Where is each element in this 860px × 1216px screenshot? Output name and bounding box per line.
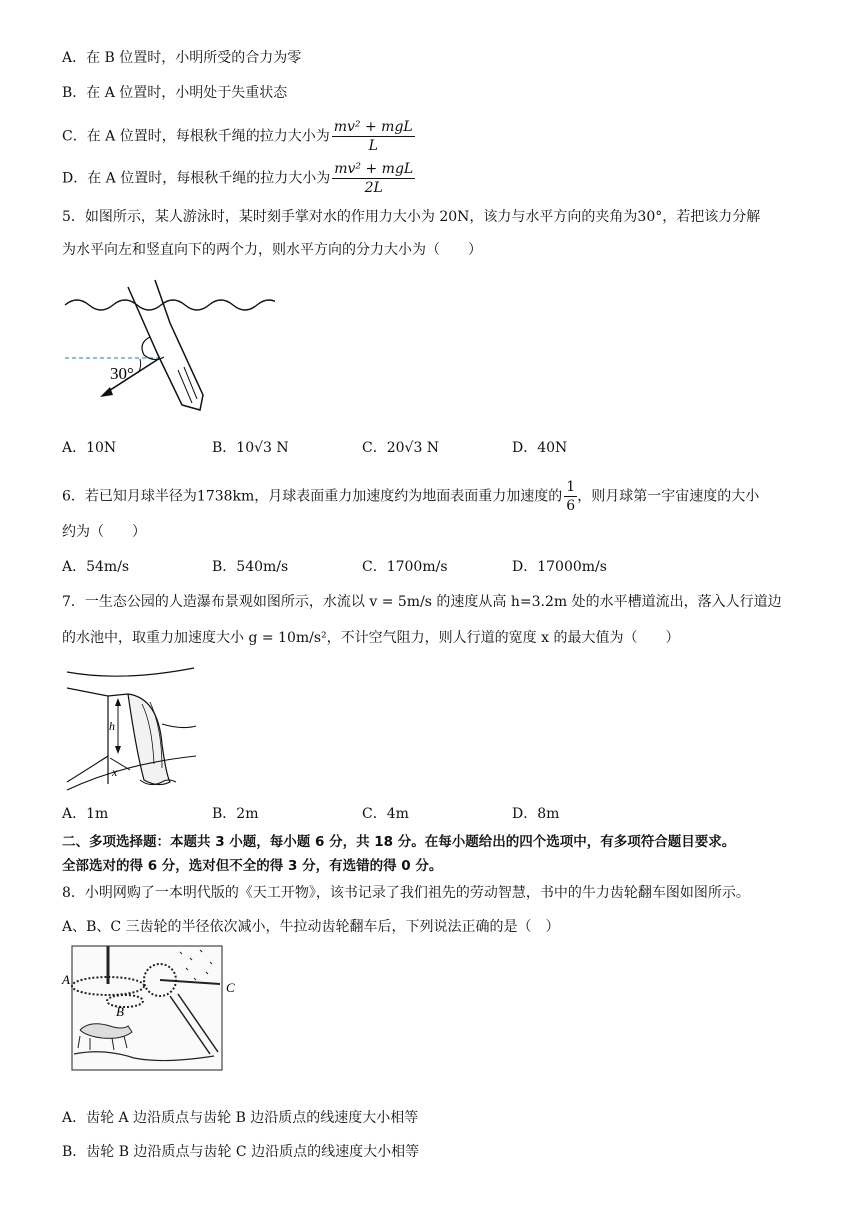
gear-label-c: C [226, 980, 235, 995]
section2-heading-line2: 全部选对的得 6 分，选对但不全的得 3 分，有选错的得 0 分。 [62, 858, 443, 874]
gear-label-a: A [62, 972, 70, 987]
gear-label-b: B [116, 1004, 124, 1019]
q7-stem-line1: 7．一生态公园的人造瀑布景观如图所示，水流以 v = 5m/s 的速度从高 h=3.2m 处的水平槽道流出，落入人行道边 [62, 594, 782, 610]
q5-option-b: B．10√3 N [212, 440, 289, 456]
height-arrowhead-top [115, 698, 121, 706]
angle-label: 30° [110, 364, 134, 383]
q7-option-a: A．1m [62, 806, 109, 822]
q6-fraction-numerator: 1 [566, 479, 576, 495]
channel-top-edge [67, 668, 194, 676]
q6-fraction-denominator: 6 [566, 498, 576, 514]
q4-option-b: B．在 A 位置时，小明处于失重状态 [62, 85, 288, 101]
finger-lines [178, 367, 197, 403]
q6-option-a: A．54m/s [62, 559, 130, 575]
q5-option-a: A．10N [62, 440, 117, 456]
section2-heading-line1: 二、多项选择题：本题共 3 小题，每小题 6 分，共 18 分。在每小题给出的四个选项中，有多项符合题目要求。 [62, 834, 736, 850]
q8-option-b: B．齿轮 B 边沿质点与齿轮 C 边沿质点的线速度大小相等 [62, 1144, 420, 1160]
q8-stem-line1: 8．小明网购了一本明代版的《天工开物》，该书记录了我们祖先的劳动智慧，书中的牛力齿轮翻车图如图所示。 [62, 885, 750, 901]
swimming-hand-figure [60, 275, 275, 420]
swimmer-arm [128, 280, 203, 410]
ox-gear-waterwheel-figure [60, 944, 240, 1072]
q8-option-a: A．齿轮 A 边沿质点与齿轮 B 边沿质点的线速度大小相等 [62, 1110, 419, 1126]
ground-edge-top [162, 724, 196, 728]
waterfall-figure [62, 660, 197, 795]
q6-fraction [564, 478, 577, 515]
height-label: h [109, 719, 115, 733]
q5-option-d: D．40N [512, 440, 568, 456]
q7-option-d: D．8m [512, 806, 560, 822]
q4-option-d-fraction [332, 160, 415, 197]
q6-stem-prefix: 6．若已知月球半径为1738km，月球表面重力加速度约为地面表面重力加速度的 [62, 488, 563, 505]
width-label: x [112, 765, 118, 779]
q6-option-d: D．17000m/s [512, 559, 607, 575]
q4-option-a: A．在 B 位置时，小明所受的合力为零 [62, 50, 302, 66]
q5-option-c: C．20√3 N [362, 440, 440, 456]
q4-option-c [62, 118, 415, 155]
force-arrowhead [100, 387, 113, 397]
q6-option-b: B．540m/s [212, 559, 289, 575]
walkway-outer-edge [67, 756, 196, 790]
q8-stem-line2: A、B、C 三齿轮的半径依次减小，牛拉动齿轮翻车后，下列说法正确的是（ ） [62, 919, 560, 935]
q5-stem-line1: 5．如图所示，某人游泳时，某时刻手掌对水的作用力大小为 20N，该力与水平方向的夹角为30°，若把该力分解 [62, 209, 761, 225]
q4-c-denominator: L [368, 138, 378, 154]
q6-stem-line1 [62, 478, 759, 515]
q7-options [62, 804, 662, 824]
q7-option-c: C．4m [362, 806, 409, 822]
q6-stem-line2: 约为（ ） [62, 524, 146, 540]
height-arrowhead-bottom [115, 746, 121, 754]
q7-stem-line2: 的水池中，取重力加速度大小 g = 10m/s²，不计空气阻力，则人行道的宽度 x 的最大值为（ ） [62, 630, 680, 646]
swimmer-hand [142, 337, 164, 360]
walkway-inner-edge [67, 756, 108, 782]
q4-d-denominator: 2L [364, 180, 383, 196]
q5-options [62, 438, 662, 458]
water-surface-wave [65, 300, 275, 310]
q7-option-b: B．2m [212, 806, 259, 822]
q4-option-c-fraction [332, 118, 415, 155]
water-stream [128, 694, 170, 785]
q6-option-c: C．1700m/s [362, 559, 448, 575]
q4-c-numerator: mv² + mgL [333, 119, 413, 135]
q6-stem-suffix: ，则月球第一宇宙速度的大小 [577, 488, 760, 505]
q4-d-numerator: mv² + mgL [334, 161, 414, 177]
q4-option-d [62, 160, 415, 197]
channel-lip [108, 694, 128, 696]
q6-options [62, 557, 662, 577]
q4-option-d-text: D．在 A 位置时，每根秋千绳的拉力大小为 [62, 170, 331, 187]
q4-option-c-text: C．在 A 位置时，每根秋千绳的拉力大小为 [62, 128, 330, 145]
q5-stem-line2: 为水平向左和竖直向下的两个力，则水平方向的分力大小为（ ） [62, 242, 482, 258]
